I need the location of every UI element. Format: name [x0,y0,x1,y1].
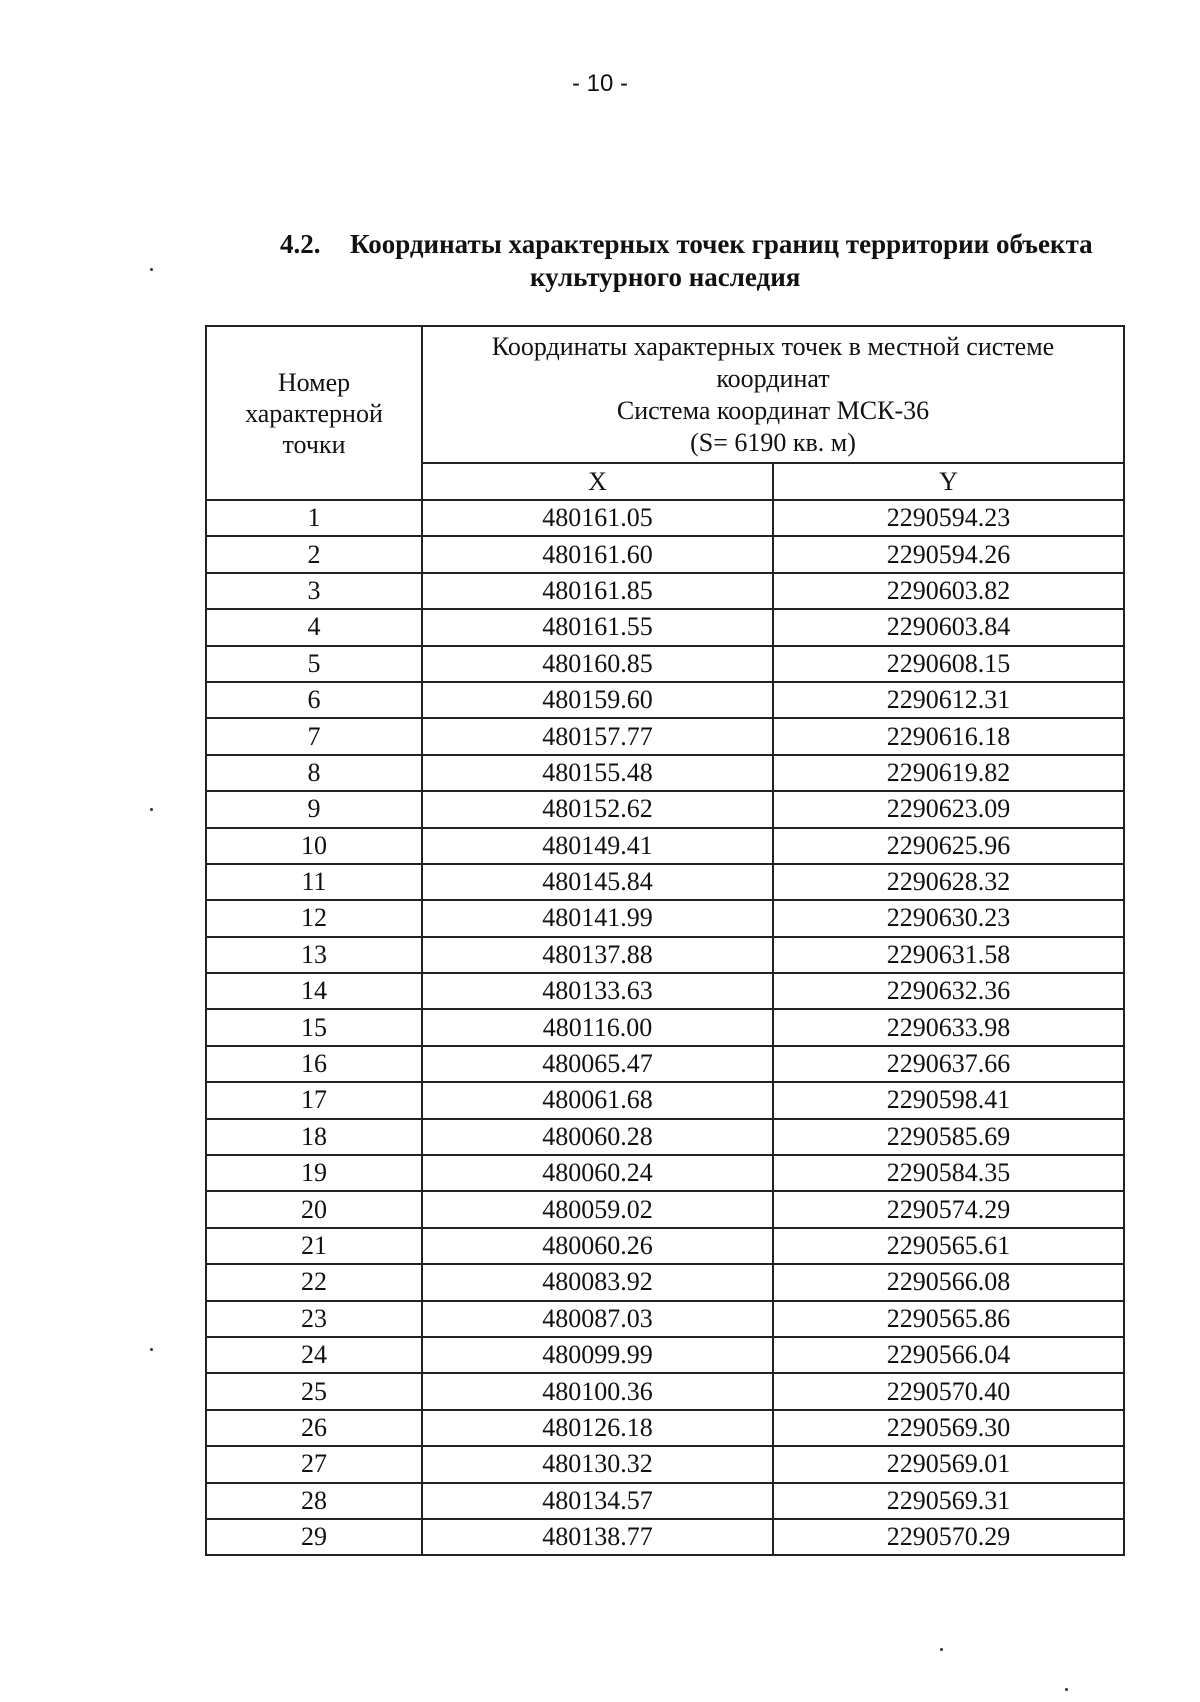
x-coordinate-cell: 480152.62 [422,791,773,827]
header-x: X [422,463,773,500]
y-coordinate-cell: 2290612.31 [773,682,1124,718]
table-row [206,1119,1124,1155]
table-row [206,1337,1124,1373]
table-row [206,1046,1124,1082]
x-coordinate-cell: 480133.63 [422,973,773,1009]
y-coordinate-cell: 2290569.31 [773,1483,1124,1519]
point-number-cell: 19 [206,1155,422,1191]
table-row [206,1264,1124,1300]
y-coordinate-cell: 2290630.23 [773,900,1124,936]
header-group-line: (S= 6190 кв. м) [690,427,856,457]
y-coordinate-cell: 2290570.29 [773,1519,1124,1555]
point-number-cell: 15 [206,1009,422,1045]
y-coordinate-cell: 2290569.30 [773,1410,1124,1446]
x-coordinate-cell: 480060.26 [422,1228,773,1264]
x-coordinate-cell: 480100.36 [422,1373,773,1409]
x-coordinate-cell: 480059.02 [422,1191,773,1227]
section-title-line2: культурного наследия [530,262,801,292]
point-number-cell: 25 [206,1373,422,1409]
header-point-line: Номер [277,367,351,397]
x-coordinate-cell: 480141.99 [422,900,773,936]
point-number-cell: 9 [206,791,422,827]
y-coordinate-cell: 2290594.26 [773,536,1124,572]
table-row [206,536,1124,572]
point-number-cell: 21 [206,1228,422,1264]
y-coordinate-cell: 2290569.01 [773,1446,1124,1482]
section-number: 4.2. [280,229,321,259]
y-coordinate-cell: 2290603.82 [773,573,1124,609]
y-coordinate-cell: 2290632.36 [773,973,1124,1009]
point-number-cell: 14 [206,973,422,1009]
scan-speck [940,1648,943,1651]
x-coordinate-cell: 480083.92 [422,1264,773,1300]
header-coordinates-group [422,326,1124,463]
table-row [206,1301,1124,1337]
y-coordinate-cell: 2290585.69 [773,1119,1124,1155]
table-row [206,755,1124,791]
table-row [206,973,1124,1009]
y-coordinate-cell: 2290619.82 [773,755,1124,791]
y-coordinate-cell: 2290565.86 [773,1301,1124,1337]
y-coordinate-cell: 2290625.96 [773,828,1124,864]
header-y: Y [773,463,1124,500]
table-row [206,1519,1124,1555]
y-coordinate-cell: 2290633.98 [773,1009,1124,1045]
table-row [206,646,1124,682]
table-row [206,791,1124,827]
scan-speck [150,1348,153,1351]
y-coordinate-cell: 2290637.66 [773,1046,1124,1082]
point-number-cell: 10 [206,828,422,864]
header-point-line: точки [282,429,346,459]
point-number-cell: 6 [206,682,422,718]
point-number-cell: 3 [206,573,422,609]
point-number-cell: 16 [206,1046,422,1082]
point-number-cell: 8 [206,755,422,791]
table-row [206,900,1124,936]
y-coordinate-cell: 2290566.04 [773,1337,1124,1373]
x-coordinate-cell: 480126.18 [422,1410,773,1446]
table-row [206,1155,1124,1191]
point-number-cell: 13 [206,937,422,973]
coordinates-table [205,325,1125,1556]
point-number-cell: 29 [206,1519,422,1555]
header-group-line: Система координат МСК-36 [616,395,930,425]
point-number-cell: 1 [206,500,422,536]
y-coordinate-cell: 2290594.23 [773,500,1124,536]
table-row [206,1410,1124,1446]
header-point-line: характерной [245,398,383,428]
x-coordinate-cell: 480155.48 [422,755,773,791]
table-row [206,1373,1124,1409]
table-row [206,682,1124,718]
point-number-cell: 4 [206,609,422,645]
x-coordinate-cell: 480116.00 [422,1009,773,1045]
table-row [206,1446,1124,1482]
table-row [206,718,1124,754]
point-number-cell: 17 [206,1082,422,1118]
y-coordinate-cell: 2290566.08 [773,1264,1124,1300]
header-group-line: координат [716,363,830,393]
table-row [206,864,1124,900]
table-row [206,609,1124,645]
table-body [206,500,1124,1555]
point-number-cell: 26 [206,1410,422,1446]
x-coordinate-cell: 480099.99 [422,1337,773,1373]
x-coordinate-cell: 480157.77 [422,718,773,754]
table-row [206,1228,1124,1264]
x-coordinate-cell: 480065.47 [422,1046,773,1082]
y-coordinate-cell: 2290608.15 [773,646,1124,682]
section-title [280,228,1160,294]
x-coordinate-cell: 480060.28 [422,1119,773,1155]
x-coordinate-cell: 480137.88 [422,937,773,973]
point-number-cell: 20 [206,1191,422,1227]
table-row [206,1009,1124,1045]
x-coordinate-cell: 480138.77 [422,1519,773,1555]
x-coordinate-cell: 480134.57 [422,1483,773,1519]
x-coordinate-cell: 480161.60 [422,536,773,572]
section-title-line1: Координаты характерных точек границ территории объекта [350,229,1093,259]
point-number-cell: 11 [206,864,422,900]
y-coordinate-cell: 2290616.18 [773,718,1124,754]
header-point-number [206,326,422,500]
scan-speck [1065,1688,1068,1691]
table-row [206,500,1124,536]
table-row [206,937,1124,973]
x-coordinate-cell: 480149.41 [422,828,773,864]
y-coordinate-cell: 2290623.09 [773,791,1124,827]
point-number-cell: 12 [206,900,422,936]
x-coordinate-cell: 480161.05 [422,500,773,536]
table-row [206,1082,1124,1118]
point-number-cell: 2 [206,536,422,572]
x-coordinate-cell: 480061.68 [422,1082,773,1118]
table-row [206,1483,1124,1519]
point-number-cell: 22 [206,1264,422,1300]
y-coordinate-cell: 2290570.40 [773,1373,1124,1409]
point-number-cell: 5 [206,646,422,682]
header-group-line: Координаты характерных точек в местной системе [491,331,1055,361]
x-coordinate-cell: 480060.24 [422,1155,773,1191]
y-coordinate-cell: 2290598.41 [773,1082,1124,1118]
y-coordinate-cell: 2290584.35 [773,1155,1124,1191]
x-coordinate-cell: 480087.03 [422,1301,773,1337]
point-number-cell: 23 [206,1301,422,1337]
point-number-cell: 18 [206,1119,422,1155]
y-coordinate-cell: 2290565.61 [773,1228,1124,1264]
scan-speck [150,808,153,811]
table-row [206,573,1124,609]
y-coordinate-cell: 2290574.29 [773,1191,1124,1227]
x-coordinate-cell: 480161.85 [422,573,773,609]
point-number-cell: 7 [206,718,422,754]
table-row [206,828,1124,864]
point-number-cell: 27 [206,1446,422,1482]
x-coordinate-cell: 480160.85 [422,646,773,682]
point-number-cell: 28 [206,1483,422,1519]
x-coordinate-cell: 480145.84 [422,864,773,900]
y-coordinate-cell: 2290603.84 [773,609,1124,645]
page-number: - 10 - [571,70,628,97]
x-coordinate-cell: 480130.32 [422,1446,773,1482]
scan-speck [150,268,153,271]
table-row [206,1191,1124,1227]
x-coordinate-cell: 480161.55 [422,609,773,645]
y-coordinate-cell: 2290631.58 [773,937,1124,973]
y-coordinate-cell: 2290628.32 [773,864,1124,900]
x-coordinate-cell: 480159.60 [422,682,773,718]
point-number-cell: 24 [206,1337,422,1373]
